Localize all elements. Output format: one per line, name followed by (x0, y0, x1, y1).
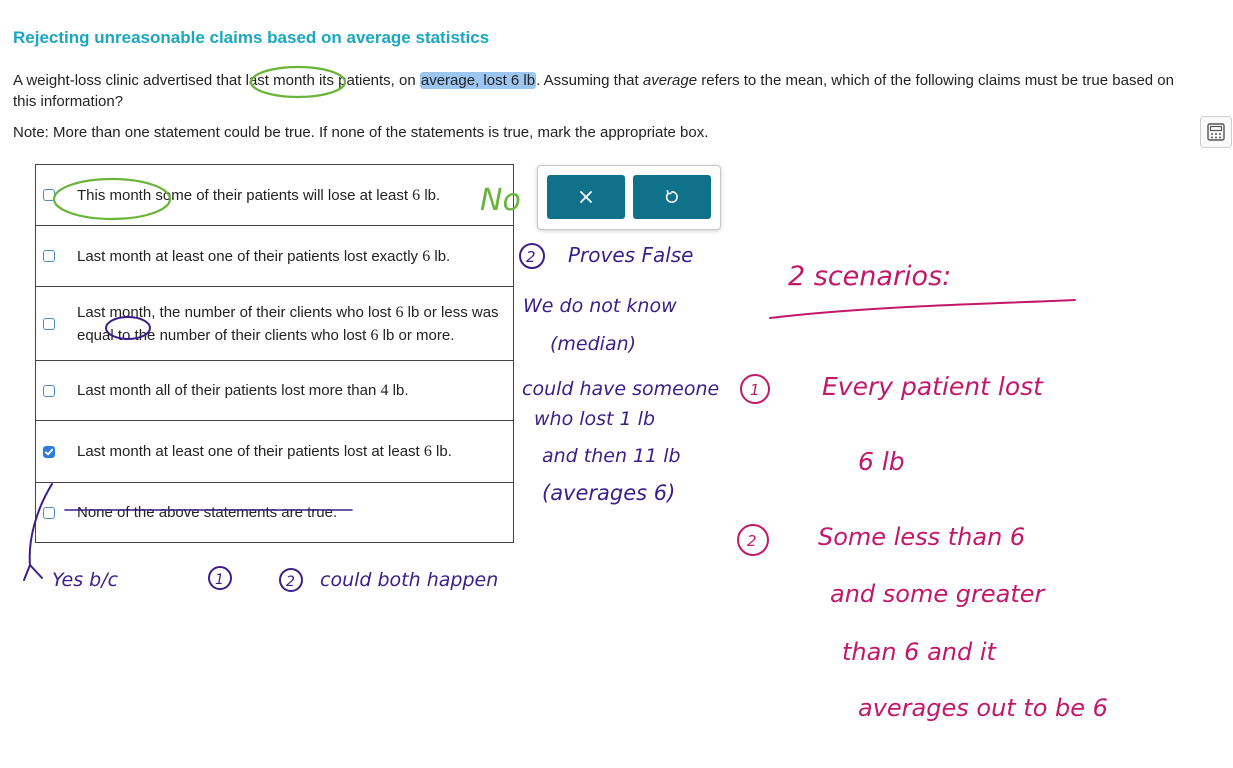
annotation-text: averages out to be 6 (858, 694, 1108, 722)
annotation-heading: 2 scenarios: (788, 261, 952, 292)
page-title: Rejecting unreasonable claims based on average statistics (13, 28, 490, 47)
arrow-line (30, 484, 52, 565)
annotation-no: No (480, 183, 521, 218)
option-label: Last month at least one of their patients lost at least 6 lb. (77, 443, 452, 460)
annotation-text: Proves False (568, 243, 694, 267)
annotation-text: than 6 and it (842, 638, 996, 666)
question-part1: A weight-loss clinic advertised that last month its patients, on (13, 72, 420, 89)
question-italic: average (642, 72, 698, 89)
annotation-text: could both happen (320, 569, 499, 591)
purple-ink-circle (106, 317, 150, 339)
green-ink-circle (251, 67, 345, 97)
question-part2: . Assuming that (536, 72, 643, 89)
option-label: Last month at least one of their patients lost exactly 6 lb. (77, 247, 451, 265)
arrow-head (24, 565, 42, 580)
option-label: This month some of their patients will lose at least 6 lb. (77, 186, 441, 204)
annotation-text: (median) (550, 333, 637, 355)
annotation-text: Every patient lost (822, 372, 1043, 401)
annotation-text: could have someone (522, 378, 720, 400)
highlighted-phrase: average, lost 6 lb (420, 72, 536, 89)
green-ink-circle (54, 179, 170, 219)
circled-number-text: 2 (747, 532, 757, 550)
question-part3: refers to the mean, which of the following claims must be true based on this information? (13, 72, 1174, 110)
annotation-text: Some less than 6 (818, 523, 1026, 551)
annotation-text: and some greater (830, 580, 1045, 608)
circled-number-text: 1 (750, 381, 760, 399)
annotation-text: and then 11 lb (542, 445, 681, 467)
instruction-note: Note: More than one statement could be true. If none of the statements is true, mark the appropriate box. (13, 124, 709, 141)
annotation-text: (averages 6) (542, 481, 676, 505)
annotation-text: who lost 1 lb (534, 408, 656, 430)
option-label: None of the above statements are true. (77, 504, 338, 521)
option-label: Last month, the number of their clients who lost 6 lb or less was equal to the number of their clients who lost 6 lb or more. (77, 303, 499, 344)
annotation-text: We do not know (523, 295, 677, 317)
circled-number-text: 1 (215, 572, 224, 588)
circled-number-text: 2 (526, 248, 536, 266)
underline (770, 300, 1075, 318)
annotation-text: 6 lb (858, 447, 905, 476)
option-label: Last month all of their patients lost more than 4 lb. (77, 382, 409, 399)
annotation-text: Yes b/c (52, 569, 119, 591)
circled-number-text: 2 (286, 574, 295, 590)
